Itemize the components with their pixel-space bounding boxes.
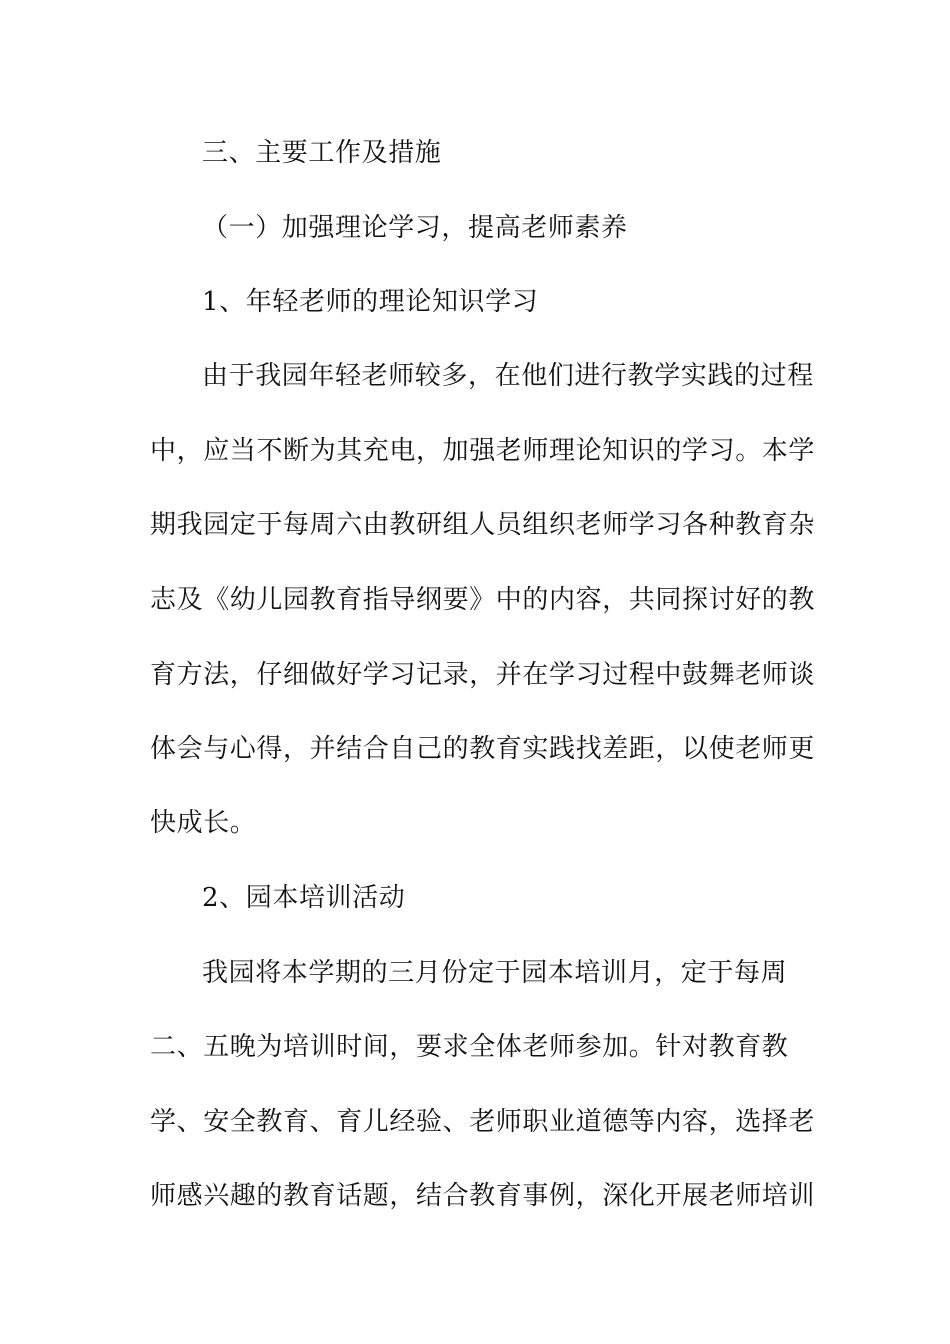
item-2-title: 2、园本培训活动 (202, 883, 406, 913)
paragraph-2-line: 师感兴趣的教育话题，结合教育事例，深化开展老师培训 (150, 1181, 816, 1211)
paragraph-1-line: 由于我园年轻老师较多，在他们进行教学实践的过程 (202, 361, 814, 391)
paragraph-1-line: 体会与心得，并结合自己的教育实践找差距，以使老师更 (150, 734, 816, 764)
paragraph-2-line: 学、安全教育、育儿经验、老师职业道德等内容，选择老 (150, 1107, 816, 1137)
paragraph-2-line: 我园将本学期的三月份定于园本培训月，定于每周 (202, 958, 788, 988)
paragraph-1-line: 期我园定于每周六由教研组人员组织老师学习各种教育杂 (150, 510, 816, 540)
paragraph-2-line: 二、五晚为培训时间，要求全体老师参加。针对教育教 (150, 1032, 789, 1062)
paragraph-1-line: 志及《幼儿园教育指导纲要》中的内容，共同探讨好的教 (150, 585, 816, 615)
subsection-heading: （一）加强理论学习，提高老师素养 (202, 213, 628, 243)
paragraph-1-line: 育方法，仔细做好学习记录，并在学习过程中鼓舞老师谈 (150, 660, 816, 690)
paragraph-1-line: 中，应当不断为其充电，加强老师理论知识的学习。本学 (150, 436, 816, 466)
section-heading: 三、主要工作及措施 (202, 138, 442, 168)
item-1-title: 1、年轻老师的理论知识学习 (202, 287, 539, 317)
paragraph-1-line: 快成长。 (150, 808, 257, 838)
